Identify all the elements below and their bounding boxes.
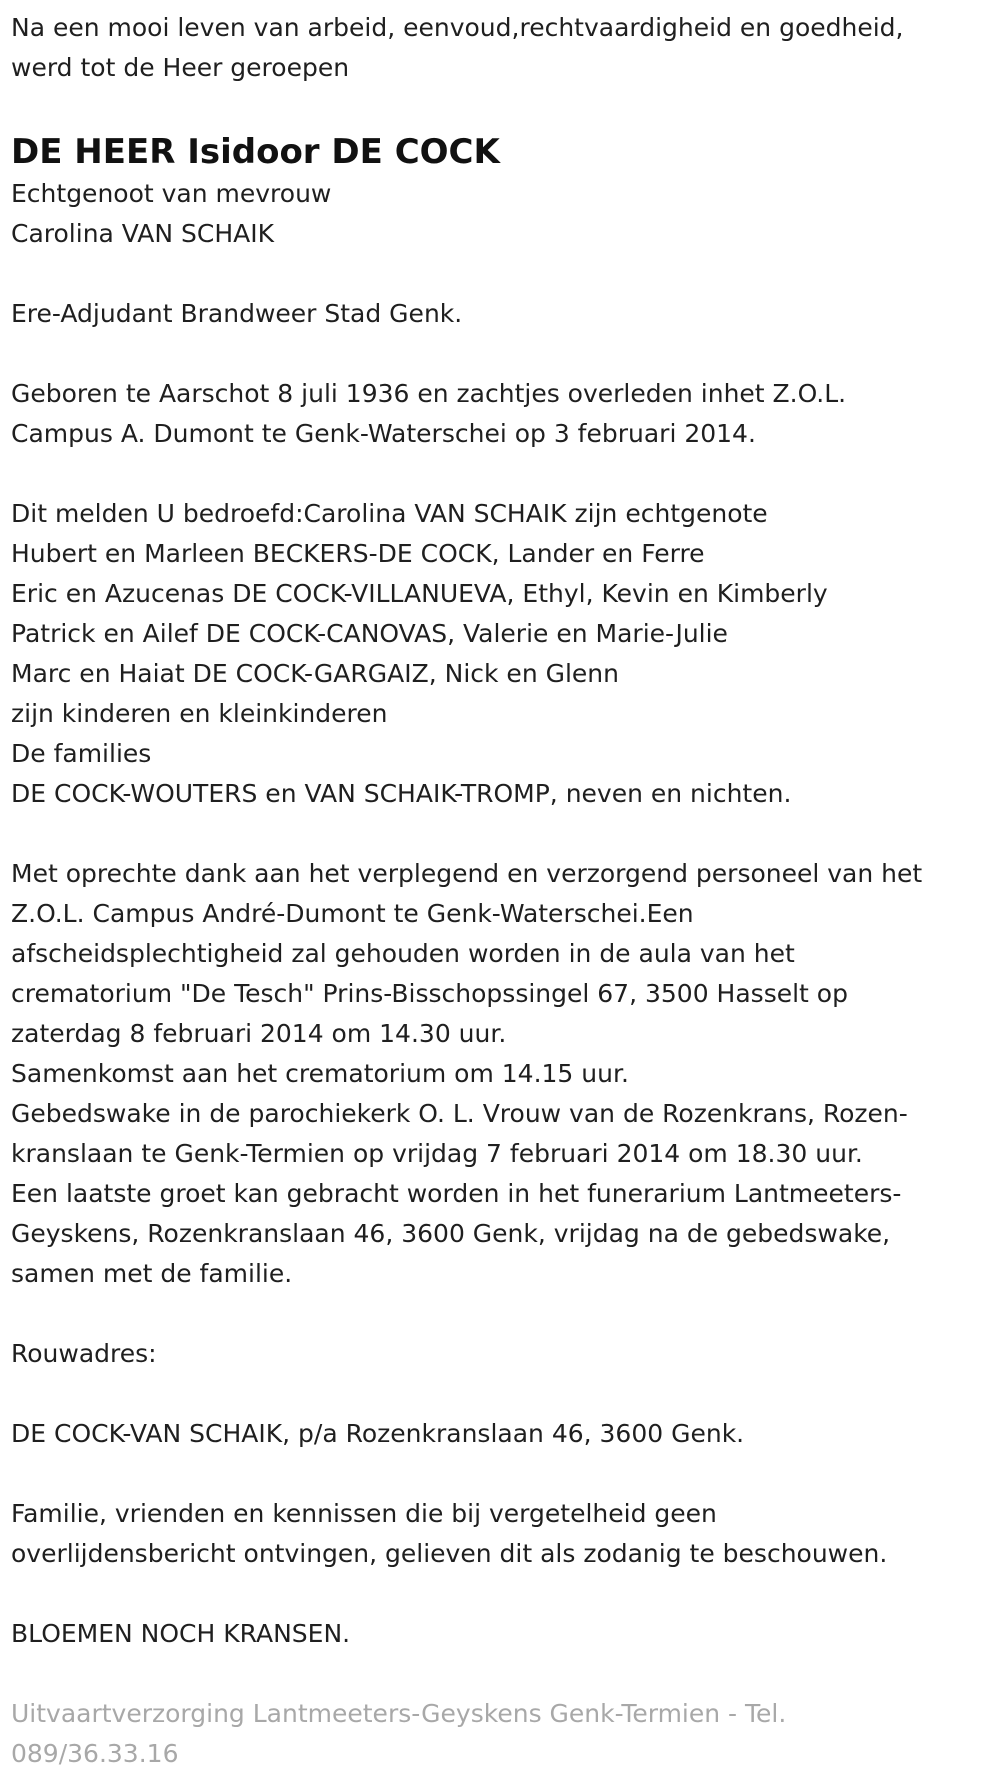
announcer-line: De families	[11, 739, 152, 768]
footer-line: 089/36.33.16	[11, 1739, 179, 1768]
obituary-notice	[11, 8, 996, 1774]
ceremony-line: afscheidsplechtigheid zal gehouden worden in de aula van het	[11, 939, 795, 968]
announcer-line: Patrick en Ailef DE COCK-CANOVAS, Valerie en Marie-Julie	[11, 619, 728, 648]
spouse-line: Carolina VAN SCHAIK	[11, 219, 275, 248]
intro-line: werd tot de Heer geroepen	[11, 53, 350, 82]
honorary-title: Ere-Adjudant Brandweer Stad Genk.	[11, 299, 463, 328]
ceremony-line: samen met de familie.	[11, 1259, 293, 1288]
announcer-line: Marc en Haiat DE COCK-GARGAIZ, Nick en Glenn	[11, 659, 619, 688]
birth-death-line: Campus A. Dumont te Genk-Waterschei op 3 februari 2014.	[11, 419, 756, 448]
spouse-line: Echtgenoot van mevrouw	[11, 179, 332, 208]
announcer-line: Eric en Azucenas DE COCK-VILLANUEVA, Ethyl, Kevin en Kimberly	[11, 579, 828, 608]
announcers-block	[11, 494, 996, 814]
announcer-line: Hubert en Marleen BECKERS-DE COCK, Lander en Ferre	[11, 539, 705, 568]
notice-line: overlijdensbericht ontvingen, gelieven dit als zodanig te beschouwen.	[11, 1539, 888, 1568]
mourning-address: DE COCK-VAN SCHAIK, p/a Rozenkranslaan 46, 3600 Genk.	[11, 1419, 745, 1448]
ceremony-line: crematorium "De Tesch" Prins-Bisschopssingel 67, 3500 Hasselt op	[11, 979, 848, 1008]
birth-death-block	[11, 374, 996, 454]
ceremony-line: Gebedswake in de parochiekerk O. L. Vrouw van de Rozenkrans, Rozen-	[11, 1099, 908, 1128]
mourning-address-label: Rouwadres:	[11, 1339, 157, 1368]
funeral-home-footer	[11, 1694, 996, 1774]
ceremony-line: Geyskens, Rozenkranslaan 46, 3600 Genk, vrijdag na de gebedswake,	[11, 1219, 891, 1248]
ceremony-block	[11, 854, 996, 1294]
notice-block	[11, 1494, 996, 1574]
spouse-block	[11, 174, 996, 254]
intro-block	[11, 8, 996, 88]
notice-line: Familie, vrienden en kennissen die bij vergetelheid geen	[11, 1499, 717, 1528]
announcer-line: zijn kinderen en kleinkinderen	[11, 699, 388, 728]
ceremony-line: Een laatste groet kan gebracht worden in het funerarium Lantmeeters-	[11, 1179, 902, 1208]
ceremony-line: zaterdag 8 februari 2014 om 14.30 uur.	[11, 1019, 507, 1048]
ceremony-line: Met oprechte dank aan het verplegend en verzorgend personeel van het	[11, 859, 923, 888]
footer-line: Uitvaartverzorging Lantmeeters-Geyskens Genk-Termien - Tel.	[11, 1699, 787, 1728]
ceremony-line: kranslaan te Genk-Termien op vrijdag 7 februari 2014 om 18.30 uur.	[11, 1139, 863, 1168]
ceremony-line: Z.O.L. Campus André-Dumont te Genk-Waterschei.Een	[11, 899, 694, 928]
announcer-line: Dit melden U bedroefd:Carolina VAN SCHAIK zijn echtgenote	[11, 499, 768, 528]
flowers-notice: BLOEMEN NOCH KRANSEN.	[11, 1619, 351, 1648]
intro-line: Na een mooi leven van arbeid, eenvoud,rechtvaardigheid en goedheid,	[11, 13, 904, 42]
birth-death-line: Geboren te Aarschot 8 juli 1936 en zachtjes overleden inhet Z.O.L.	[11, 379, 847, 408]
deceased-name: DE HEER Isidoor DE COCK	[11, 132, 500, 172]
announcer-line: DE COCK-WOUTERS en VAN SCHAIK-TROMP, neven en nichten.	[11, 779, 792, 808]
ceremony-line: Samenkomst aan het crematorium om 14.15 uur.	[11, 1059, 629, 1088]
